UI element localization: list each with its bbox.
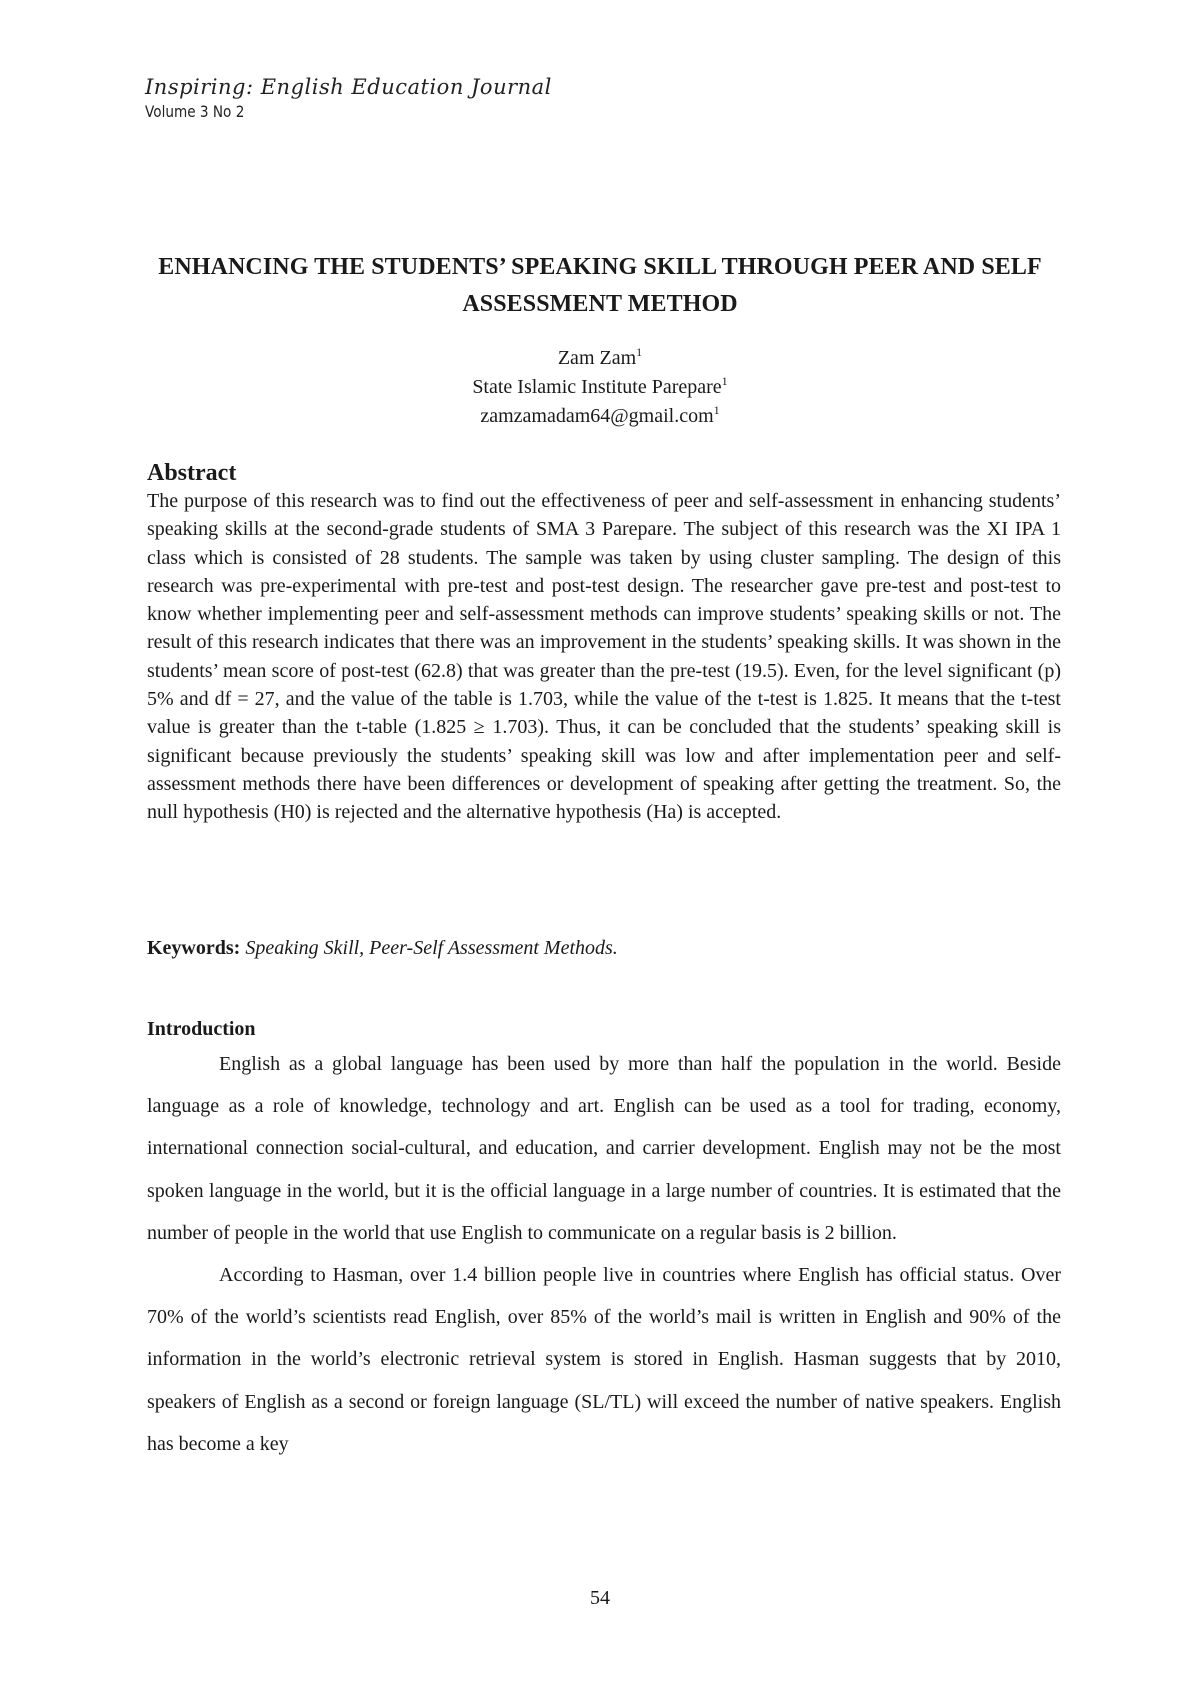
- author-superscript: 1: [636, 345, 643, 359]
- author-name-line: [145, 344, 1055, 373]
- author-block: [145, 344, 1055, 431]
- introduction-paragraph: English as a global language has been used by more than half the population in the world. Beside language as a role of knowledge, technology and art. English can be used as a tool for trading, economy, international connection social-cultural, and education, and carrier development. English may not be the most spoken language in the world, but it is the official language in a large number of countries. It is estimated that the number of people in the world that use English to communicate on a regular basis is 2 billion.: [147, 1053, 1061, 1244]
- keywords-text: Speaking Skill, Peer-Self Assessment Methods.: [245, 937, 618, 959]
- introduction-paragraph: According to Hasman, over 1.4 billion people live in countries where English has official status. Over 70% of the world’s scientists read English, over 85% of the world’s mail is written in English and 90% of the information in the world’s electronic retrieval system is stored in English. Hasman suggests that by 2010, speakers of English as a second or foreign language (SL/TL) will exceed the number of native speakers. English has become a key: [147, 1264, 1061, 1455]
- author-email: zamzamadam64@gmail.com: [480, 405, 714, 427]
- keywords-line: [147, 934, 618, 962]
- journal-header: [145, 74, 552, 124]
- article-title: ENHANCING THE STUDENTS’ SPEAKING SKILL THROUGH PEER AND SELF ASSESSMENT METHOD: [158, 254, 1042, 317]
- affiliation-line: [145, 373, 1055, 402]
- affiliation-superscript: 1: [721, 374, 728, 388]
- page-number: 54: [590, 1587, 610, 1609]
- introduction-body: [147, 1043, 1061, 1465]
- keywords-label: Keywords:: [147, 937, 241, 959]
- introduction-heading: Introduction: [147, 1018, 256, 1040]
- author-affiliation: State Islamic Institute Parepare: [472, 376, 722, 398]
- abstract-text: The purpose of this research was to find out the effectiveness of peer and self-assessment in enhancing students’ speaking skills at the second-grade students of SMA 3 Parepare. The subject of this research was the XI IPA 1 class which is consisted of 28 students. The sample was taken by using cluster sampling. The design of this research was pre-experimental with pre-test and post-test design. The researcher gave pre-test and post-test to know whether implementing peer and self-assessment methods can improve students’ speaking skills or not. The result of this research indicates that there was an improvement in the students’ speaking skills. It was shown in the students’ mean score of post-test (62.8) that was greater than the pre-test (19.5). Even, for the level significant (p) 5% and df = 27, and the value of the table is 1.703, while the value of the t-test is 1.825. It means that the t-test value is greater than the t-table (1.825 ≥ 1.703). Thus, it can be concluded that the students’ speaking skill is significant because previously the students’ speaking skill was low and after implementation peer and self-assessment methods there have been differences or development of speaking after getting the treatment. So, the null hypothesis (H0) is rejected and the alternative hypothesis (Ha) is accepted.: [147, 490, 1061, 824]
- journal-volume: Volume 3 No 2: [145, 102, 245, 121]
- email-line: [145, 402, 1055, 431]
- abstract-heading: Abstract: [147, 460, 237, 486]
- journal-name: Inspiring: English Education Journal: [145, 75, 552, 99]
- author-name: Zam Zam: [557, 347, 637, 369]
- email-superscript: 1: [713, 403, 720, 417]
